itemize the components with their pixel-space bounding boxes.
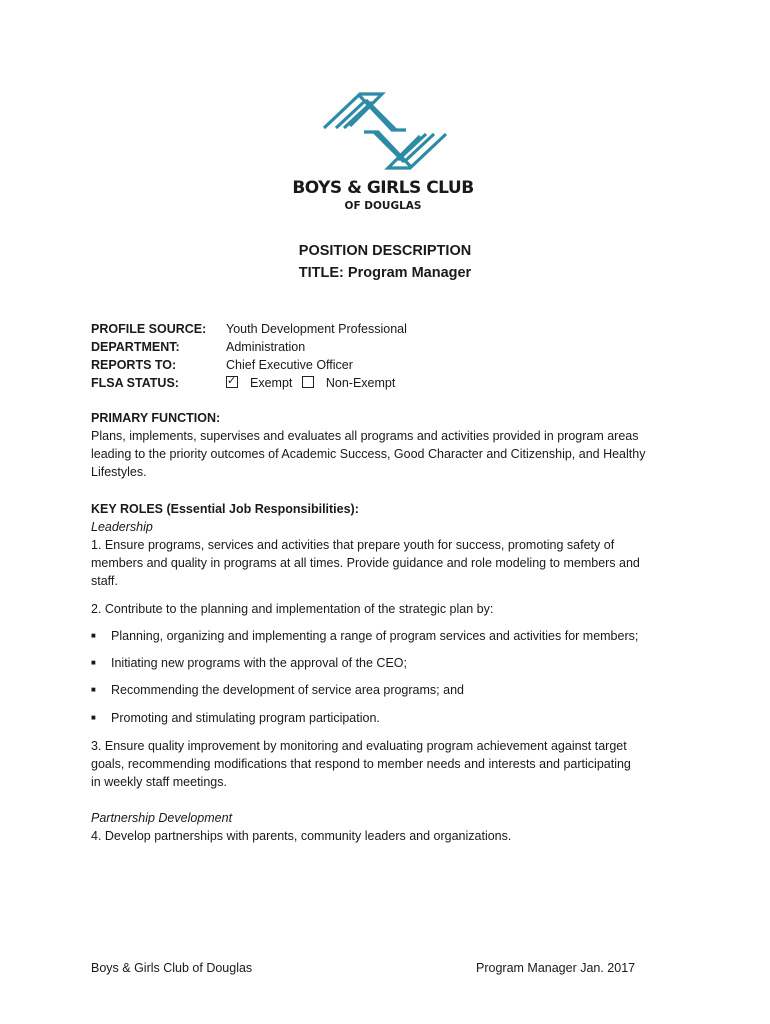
item2 [91, 600, 691, 618]
org-subtitle: OF DOUGLAS [344, 200, 422, 212]
exempt-label: Exempt [250, 376, 293, 390]
bullet-text: Initiating new programs with the approval of the CEO; [111, 656, 407, 670]
item3 [91, 737, 691, 791]
key-roles-heading: KEY ROLES (Essential Job Responsibilities): [91, 502, 359, 516]
item1-line: members and quality in programs at all times. Provide guidance and role modeling to members and [91, 556, 640, 570]
primary-function-line: Lifestyles. [91, 465, 147, 479]
bullet-text: Recommending the development of service area programs; and [111, 683, 464, 697]
checkbox-empty-icon[interactable] [302, 376, 314, 388]
field-value: Administration [226, 340, 306, 354]
list-item [91, 627, 691, 645]
primary-function-section [91, 409, 691, 481]
field-label: FLSA STATUS: [91, 376, 179, 390]
primary-function-heading: PRIMARY FUNCTION: [91, 411, 221, 425]
list-item [91, 681, 691, 699]
item2-text: 2. Contribute to the planning and implementation of the strategic plan by: [91, 602, 494, 616]
field-label: REPORTS TO: [91, 358, 177, 372]
field-label: PROFILE SOURCE: [91, 322, 207, 336]
org-name: BOYS & GIRLS CLUB [292, 178, 474, 198]
checkbox-checked-icon[interactable] [226, 376, 238, 388]
key-roles-section [91, 500, 691, 590]
square-bullet-icon: ■ [91, 631, 96, 640]
field-label: DEPARTMENT: [91, 340, 180, 354]
leadership-label: Leadership [91, 520, 153, 534]
bgc-hands-logo [322, 90, 448, 172]
list-item [91, 654, 691, 672]
partnership-section [91, 809, 691, 845]
document-title-block [200, 240, 570, 284]
bullet-list [91, 654, 691, 672]
footer-left: Boys & Girls Club of Douglas [91, 961, 253, 975]
field-value: Youth Development Professional [226, 322, 407, 336]
bullet-text: Planning, organizing and implementing a range of program services and activities for members; [111, 629, 639, 643]
bullet-text: Promoting and stimulating program participation. [111, 711, 380, 725]
profile-fields [91, 320, 407, 392]
item3-line: in weekly staff meetings. [91, 775, 227, 789]
field-row-department [91, 338, 407, 356]
primary-function-line: leading to the priority outcomes of Academic Success, Good Character and Citizenship, and Healthy [91, 447, 646, 461]
list-item [91, 709, 691, 727]
non-exempt-label: Non-Exempt [325, 376, 396, 390]
partnership-label: Partnership Development [91, 811, 233, 825]
field-row-profile-source [91, 320, 407, 338]
item3-line: 3. Ensure quality improvement by monitoring and evaluating program achievement against target [91, 739, 627, 753]
square-bullet-icon: ■ [91, 685, 96, 694]
bullet-list [91, 709, 691, 727]
field-row-reports-to [91, 356, 407, 374]
footer-right: Program Manager Jan. 2017 [476, 961, 636, 975]
field-value: Chief Executive Officer [226, 358, 353, 372]
field-row-flsa-status [91, 374, 407, 392]
primary-function-line: Plans, implements, supervises and evaluates all programs and activities provided in program areas [91, 429, 639, 443]
bullet-list [91, 681, 691, 699]
job-title: TITLE: Program Manager [298, 265, 472, 281]
item1-line: 1. Ensure programs, services and activities that prepare youth for success, promoting safety of [91, 538, 615, 552]
item3-line: goals, recommending modifications that respond to member needs and interests and participating [91, 757, 631, 771]
square-bullet-icon: ■ [91, 658, 96, 667]
item4-text: 4. Develop partnerships with parents, community leaders and organizations. [91, 829, 512, 843]
flsa-options [226, 374, 395, 392]
bullet-list [91, 627, 691, 645]
document-title: POSITION DESCRIPTION [298, 243, 472, 259]
square-bullet-icon: ■ [91, 713, 96, 722]
item1-line: staff. [91, 574, 118, 588]
